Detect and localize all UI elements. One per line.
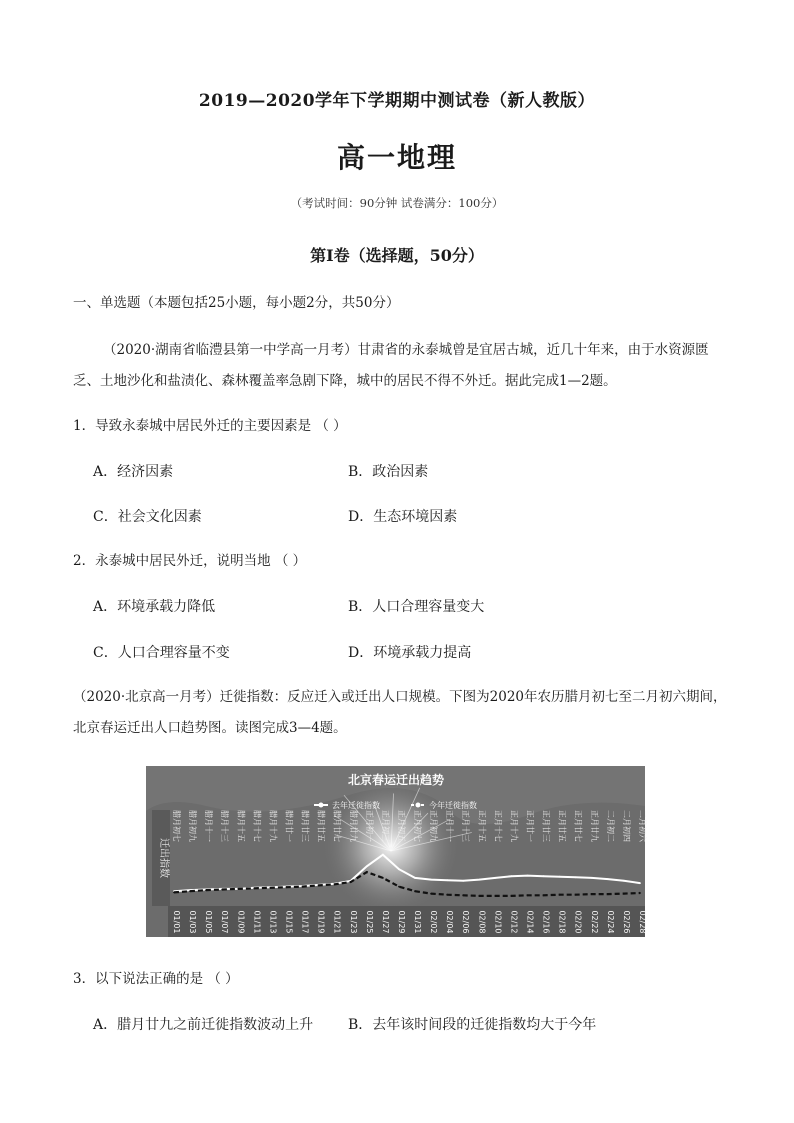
x-tick-label: 01/05 — [204, 910, 214, 934]
part-title: 第Ⅰ卷（选择题，50分） — [310, 246, 484, 265]
series-1-point — [205, 889, 207, 891]
series-0-point — [639, 882, 641, 884]
migration-chart-svg — [146, 766, 645, 937]
lunar-label: 二月初二 — [605, 810, 615, 842]
series-1-point — [366, 871, 368, 873]
lunar-label: 正月十三 — [461, 810, 471, 842]
q1-option-d: D．生态环境因素 — [348, 509, 458, 525]
x-tick-label: 02/14 — [525, 910, 535, 934]
series-0-point — [623, 880, 625, 882]
series-0-point — [462, 880, 464, 882]
q1-option-b: B．政治因素 — [348, 464, 429, 480]
lunar-label: 正月初七 — [413, 810, 423, 842]
x-tick-label: 01/27 — [380, 910, 390, 934]
lunar-label: 腊月初九 — [188, 810, 198, 842]
chart-title: 北京春运迁出趋势 — [347, 773, 445, 787]
q1-option-c: C．社会文化因素 — [93, 509, 202, 525]
q3-option-a: A．腊月廿九之前迁徙指数波动上升 — [93, 1017, 314, 1033]
series-0-point — [446, 879, 448, 881]
lunar-label: 正月十九 — [509, 810, 519, 842]
series-1-point — [575, 894, 577, 896]
lunar-label: 二月初四 — [621, 810, 631, 842]
series-1-point — [270, 887, 272, 889]
series-1-point — [414, 890, 416, 892]
series-1-point — [591, 893, 593, 895]
material1-line1: （2020·湖南省临澧县第一中学高一月考）甘肃省的永泰城曾是宜居古城，近几十年来，由于水资源匮 — [103, 342, 709, 358]
series-0-point — [511, 875, 513, 877]
series-1-point — [189, 890, 191, 892]
series-1-point — [543, 894, 545, 896]
series-1-point — [221, 889, 223, 891]
x-tick-label: 02/24 — [605, 910, 615, 934]
series-0-point — [607, 878, 609, 880]
x-tick-label: 02/12 — [509, 910, 519, 934]
migration-chart — [146, 766, 645, 937]
series-1-point — [478, 895, 480, 897]
series-0-point — [478, 879, 480, 881]
series-1-point — [495, 895, 497, 897]
series-0-point — [527, 875, 529, 877]
series-0-point — [366, 865, 368, 867]
series-1-point — [173, 892, 175, 894]
lunar-label: 正月初一 — [364, 810, 374, 842]
x-tick-label: 01/23 — [348, 910, 358, 934]
series-0-point — [495, 877, 497, 879]
lunar-label: 正月十七 — [493, 810, 503, 842]
x-tick-label: 02/02 — [429, 910, 439, 934]
series-1-point — [350, 881, 352, 883]
series-1-point — [318, 885, 320, 887]
section-heading: 一、单选题（本题包括25小题，每小题2分，共50分） — [73, 295, 400, 311]
series-0-point — [591, 877, 593, 879]
lunar-label: 腊月十九 — [268, 810, 278, 842]
lunar-label: 正月廿七 — [573, 810, 583, 842]
lunar-label: 腊月廿七 — [332, 810, 342, 842]
legend-marker-0 — [319, 803, 324, 808]
q2-option-d: D．环境承载力提高 — [348, 645, 472, 661]
q2-option-c: C．人口合理容量不变 — [93, 645, 230, 661]
q3-option-b: B．去年该时间段的迁徙指数均大于今年 — [348, 1017, 597, 1033]
series-1-point — [623, 893, 625, 895]
lunar-label: 正月廿五 — [557, 810, 567, 842]
exam-title-line: 2019—2020学年下学期期中测试卷（新人教版） — [198, 91, 596, 111]
exam-info: （考试时间：90分钟 试卷满分：100分） — [290, 196, 504, 210]
series-0-point — [414, 877, 416, 879]
material2-line1: （2020·北京高一月考）迁徙指数：反应迁入或迁出人口规模。下图为2020年农历腊月初七至二月初六期间， — [73, 689, 727, 705]
subject-title: 高一地理 — [336, 141, 457, 174]
question-1-stem: 1．导致永泰城中居民外迁的主要因素是 （ ） — [73, 418, 347, 434]
lunar-label: 腊月十七 — [252, 810, 262, 842]
x-tick-label: 02/28 — [638, 910, 647, 934]
x-tick-label: 01/07 — [220, 910, 230, 934]
q1-option-a: A．经济因素 — [93, 464, 174, 480]
legend-label-1: 今年迁徙指数 — [429, 801, 477, 810]
question-3-stem: 3．以下说法正确的是 （ ） — [73, 971, 239, 987]
series-0-point — [398, 868, 400, 870]
y-axis-label: 迁出指数 — [158, 838, 169, 878]
x-tick-label: 01/13 — [268, 910, 278, 934]
series-1-point — [527, 894, 529, 896]
material2-line2: 北京春运迁出人口趋势图。读图完成3—4题。 — [73, 720, 347, 736]
x-tick-label: 01/31 — [413, 910, 423, 934]
x-tick-label: 01/21 — [332, 910, 342, 934]
lunar-label: 二月初六 — [638, 810, 647, 842]
lunar-label: 正月廿一 — [525, 810, 535, 842]
lunar-label: 正月十一 — [445, 810, 455, 842]
x-tick-label: 01/25 — [364, 910, 374, 934]
x-tick-label: 02/18 — [557, 910, 567, 934]
lunar-label: 正月初九 — [429, 810, 439, 842]
series-1-point — [302, 886, 304, 888]
series-1-point — [430, 893, 432, 895]
lunar-label: 腊月十三 — [220, 810, 230, 842]
series-1-point — [334, 883, 336, 885]
x-tick-label: 02/10 — [493, 910, 503, 934]
lunar-label: 腊月廿一 — [284, 810, 294, 842]
lunar-label: 腊月廿九 — [348, 810, 358, 842]
series-1-point — [462, 894, 464, 896]
series-1-point — [639, 892, 641, 894]
series-0-point — [575, 876, 577, 878]
series-1-point — [253, 887, 255, 889]
series-0-point — [559, 876, 561, 878]
lunar-label: 正月初五 — [396, 810, 406, 842]
x-tick-label: 01/01 — [172, 910, 181, 934]
series-1-point — [382, 877, 384, 879]
x-tick-label: 01/15 — [284, 910, 294, 934]
lunar-label: 腊月廿三 — [300, 810, 310, 842]
lunar-label: 腊月十一 — [204, 810, 214, 842]
series-1-point — [559, 894, 561, 896]
lunar-label: 腊月十五 — [236, 810, 246, 842]
lunar-label: 腊月初七 — [172, 810, 181, 842]
x-tick-label: 01/19 — [316, 910, 326, 934]
series-1-point — [511, 895, 513, 897]
q2-option-a: A．环境承载力降低 — [93, 599, 216, 615]
legend-marker-1 — [416, 803, 421, 808]
series-0-point — [382, 854, 384, 856]
series-1-point — [398, 886, 400, 888]
lunar-label: 正月初三 — [380, 810, 390, 842]
x-tick-label: 02/06 — [461, 910, 471, 934]
x-tick-label: 01/11 — [252, 910, 262, 934]
x-tick-label: 02/26 — [621, 910, 631, 934]
x-tick-label: 01/17 — [300, 910, 310, 934]
lunar-label: 正月十五 — [477, 810, 487, 842]
q2-option-b: B．人口合理容量变大 — [348, 599, 485, 615]
series-0-point — [543, 875, 545, 877]
x-tick-label: 01/03 — [188, 910, 198, 934]
x-tick-label: 02/08 — [477, 910, 487, 934]
x-tick-label: 02/16 — [541, 910, 551, 934]
material1-line2: 乏、土地沙化和盐渍化、森林覆盖率急剧下降，城中的居民不得不外迁。据此完成1—2题。 — [73, 373, 617, 389]
x-tick-label: 02/04 — [445, 910, 455, 934]
series-1-point — [237, 888, 239, 890]
x-tick-label: 02/20 — [573, 910, 583, 934]
series-1-point — [607, 893, 609, 895]
question-2-stem: 2．永泰城中居民外迁，说明当地 （ ） — [73, 553, 307, 569]
lunar-label: 正月廿三 — [541, 810, 551, 842]
lunar-label: 正月廿九 — [589, 810, 599, 842]
x-tick-label: 02/22 — [589, 910, 599, 934]
series-0-point — [430, 879, 432, 881]
legend-label-0: 去年迁徙指数 — [332, 801, 380, 810]
series-1-point — [286, 886, 288, 888]
lunar-label: 腊月廿五 — [316, 810, 326, 842]
x-tick-label: 01/09 — [236, 910, 246, 934]
series-1-point — [446, 894, 448, 896]
x-tick-label: 01/29 — [396, 910, 406, 934]
